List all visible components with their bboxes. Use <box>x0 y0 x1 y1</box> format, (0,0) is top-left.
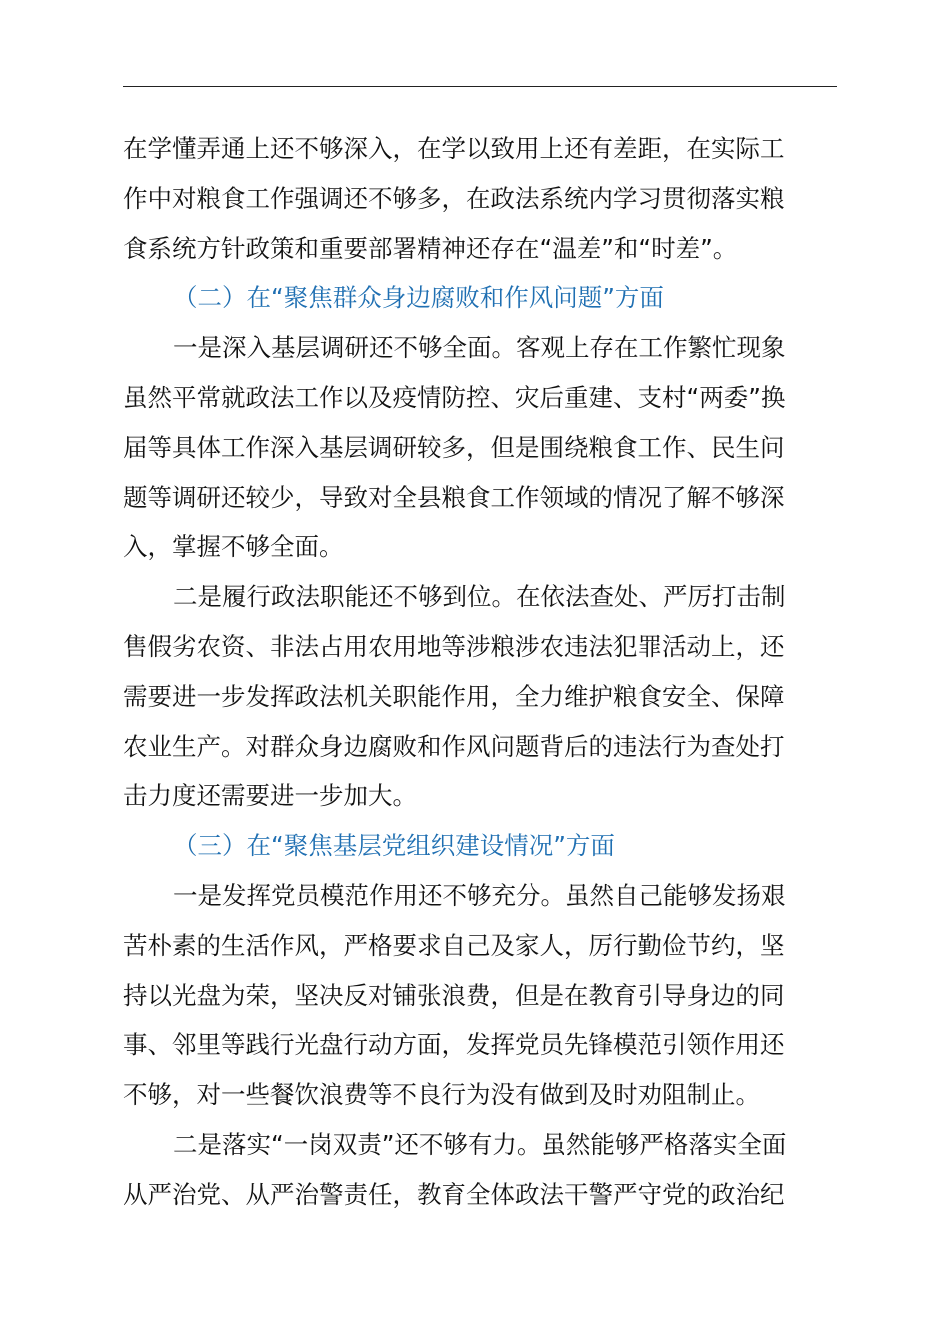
section-heading-3: （三）在“聚焦基层党组织建设情况”方面 <box>173 831 615 861</box>
text-line: 需要进一步发挥政法机关职能作用，全力维护粮食安全、保障 <box>123 681 785 711</box>
text-line: 一是深入基层调研还不够全面。客观上存在工作繁忙现象 <box>173 333 786 363</box>
text-line: 售假劣农资、非法占用农用地等涉粮涉农违法犯罪活动上，还 <box>123 631 785 661</box>
section-heading-2: （二）在“聚焦群众身边腐败和作风问题”方面 <box>173 283 664 313</box>
text-line: 事、邻里等践行光盘行动方面，发挥党员先锋模范引领作用还 <box>123 1030 785 1060</box>
document-body <box>123 124 837 1220</box>
text-line: 在学懂弄通上还不够深入，在学以致用上还有差距，在实际工 <box>123 134 785 163</box>
text-line: 二是落实“一岗双责”还不够有力。虽然能够严格落实全面 <box>173 1129 787 1159</box>
text-line: 击力度还需要进一步加大。 <box>123 781 417 811</box>
header-rule <box>123 86 837 87</box>
text-line: 作中对粮食工作强调还不够多，在政法系统内学习贯彻落实粮 <box>123 183 785 213</box>
text-line: 届等具体工作深入基层调研较多，但是围绕粮食工作、民生问 <box>123 432 785 462</box>
text-line: 一是发挥党员模范作用还不够充分。虽然自己能够发扬艰 <box>173 880 786 910</box>
text-line: 农业生产。对群众身边腐败和作风问题背后的违法行为查处打 <box>123 731 785 761</box>
text-line: 不够，对一些餐饮浪费等不良行为没有做到及时劝阻制止。 <box>123 1080 760 1110</box>
text-line: 食系统方针政策和重要部署精神还存在“温差”和“时差”。 <box>123 233 738 263</box>
text-line: 苦朴素的生活作风，严格要求自己及家人，厉行勤俭节约，坚 <box>123 930 785 960</box>
text-line: 虽然平常就政法工作以及疫情防控、灾后重建、支村“两委”换 <box>123 382 786 412</box>
text-line: 从严治党、从严治警责任，教育全体政法干警严守党的政治纪 <box>123 1179 785 1209</box>
text-line: 题等调研还较少，导致对全县粮食工作领域的情况了解不够深 <box>123 482 785 512</box>
text-line: 持以光盘为荣，坚决反对铺张浪费，但是在教育引导身边的同 <box>123 980 785 1010</box>
text-line: 二是履行政法职能还不够到位。在依法查处、严厉打击制 <box>173 582 786 612</box>
text-line: 入，掌握不够全面。 <box>123 532 344 562</box>
